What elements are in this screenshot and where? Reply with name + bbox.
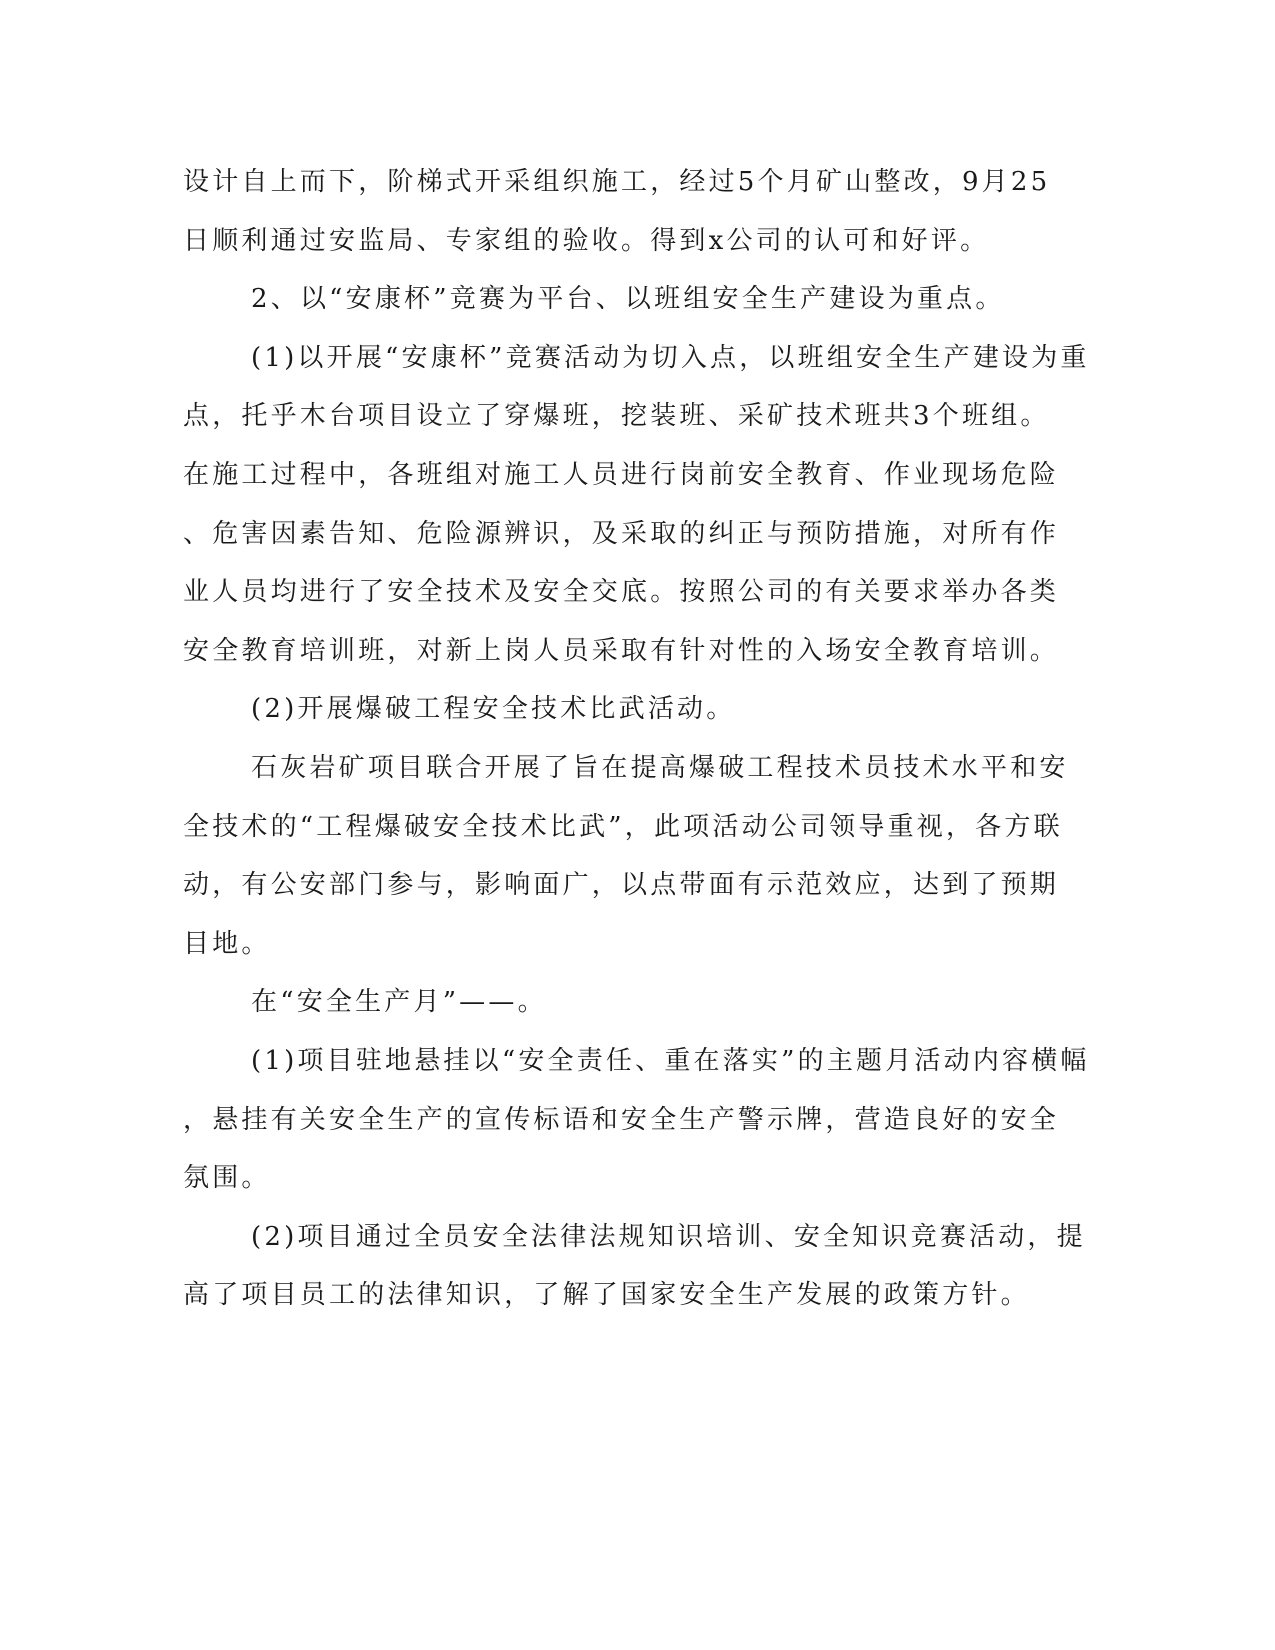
text-line: 、危害因素告知、危险源辨识，及采取的纠正与预防措施，对所有作 [183, 518, 1060, 549]
text-line: 动，有公安部门参与，影响面广，以点带面有示范效应，达到了预期 [183, 870, 1060, 901]
text-line: 氛围。 [183, 1163, 271, 1194]
text-line: 全技术的“工程爆破安全技术比武”，此项活动公司领导重视，各方联 [183, 811, 1063, 842]
text-line: 石灰岩矿项目联合开展了旨在提高爆破工程技术员技术水平和安 [251, 752, 1069, 783]
text-line: 在施工过程中，各班组对施工人员进行岗前安全教育、作业现场危险 [183, 459, 1060, 490]
text-line: ，悬挂有关安全生产的宣传标语和安全生产警示牌，营造良好的安全 [183, 1104, 1060, 1135]
text-line: 日顺利通过安监局、专家组的验收。得到x公司的认可和好评。 [183, 225, 990, 256]
text-line: 在“安全生产月”——。 [251, 987, 547, 1018]
section-heading: 2、以“安康杯”竞赛为平台、以班组安全生产建设为重点。 [251, 284, 1005, 315]
text-line: 点，托乎木台项目设立了穿爆班，挖装班、采矿技术班共3个班组。 [183, 401, 1050, 432]
text-line: (2)项目通过全员安全法律法规知识培训、安全知识竞赛活动，提 [251, 1221, 1086, 1252]
document-body [183, 153, 1090, 1325]
text-line: (2)开展爆破工程安全技术比武活动。 [251, 694, 736, 725]
text-line: 高了项目员工的法律知识，了解了国家安全生产发展的政策方针。 [183, 1280, 1030, 1311]
text-line: (1)以开展“安康杯”竞赛活动为切入点，以班组安全生产建设为重 [251, 342, 1090, 373]
text-line: (1)项目驻地悬挂以“安全责任、重在落实”的主题月活动内容横幅 [251, 1045, 1090, 1076]
text-line: 目地。 [183, 928, 271, 959]
text-line: 设计自上而下，阶梯式开采组织施工，经过5个月矿山整改，9月25 [183, 167, 1051, 197]
text-line: 业人员均进行了安全技术及安全交底。按照公司的有关要求举办各类 [183, 577, 1060, 608]
text-line: 安全教育培训班，对新上岗人员采取有针对性的入场安全教育培训。 [183, 635, 1060, 666]
